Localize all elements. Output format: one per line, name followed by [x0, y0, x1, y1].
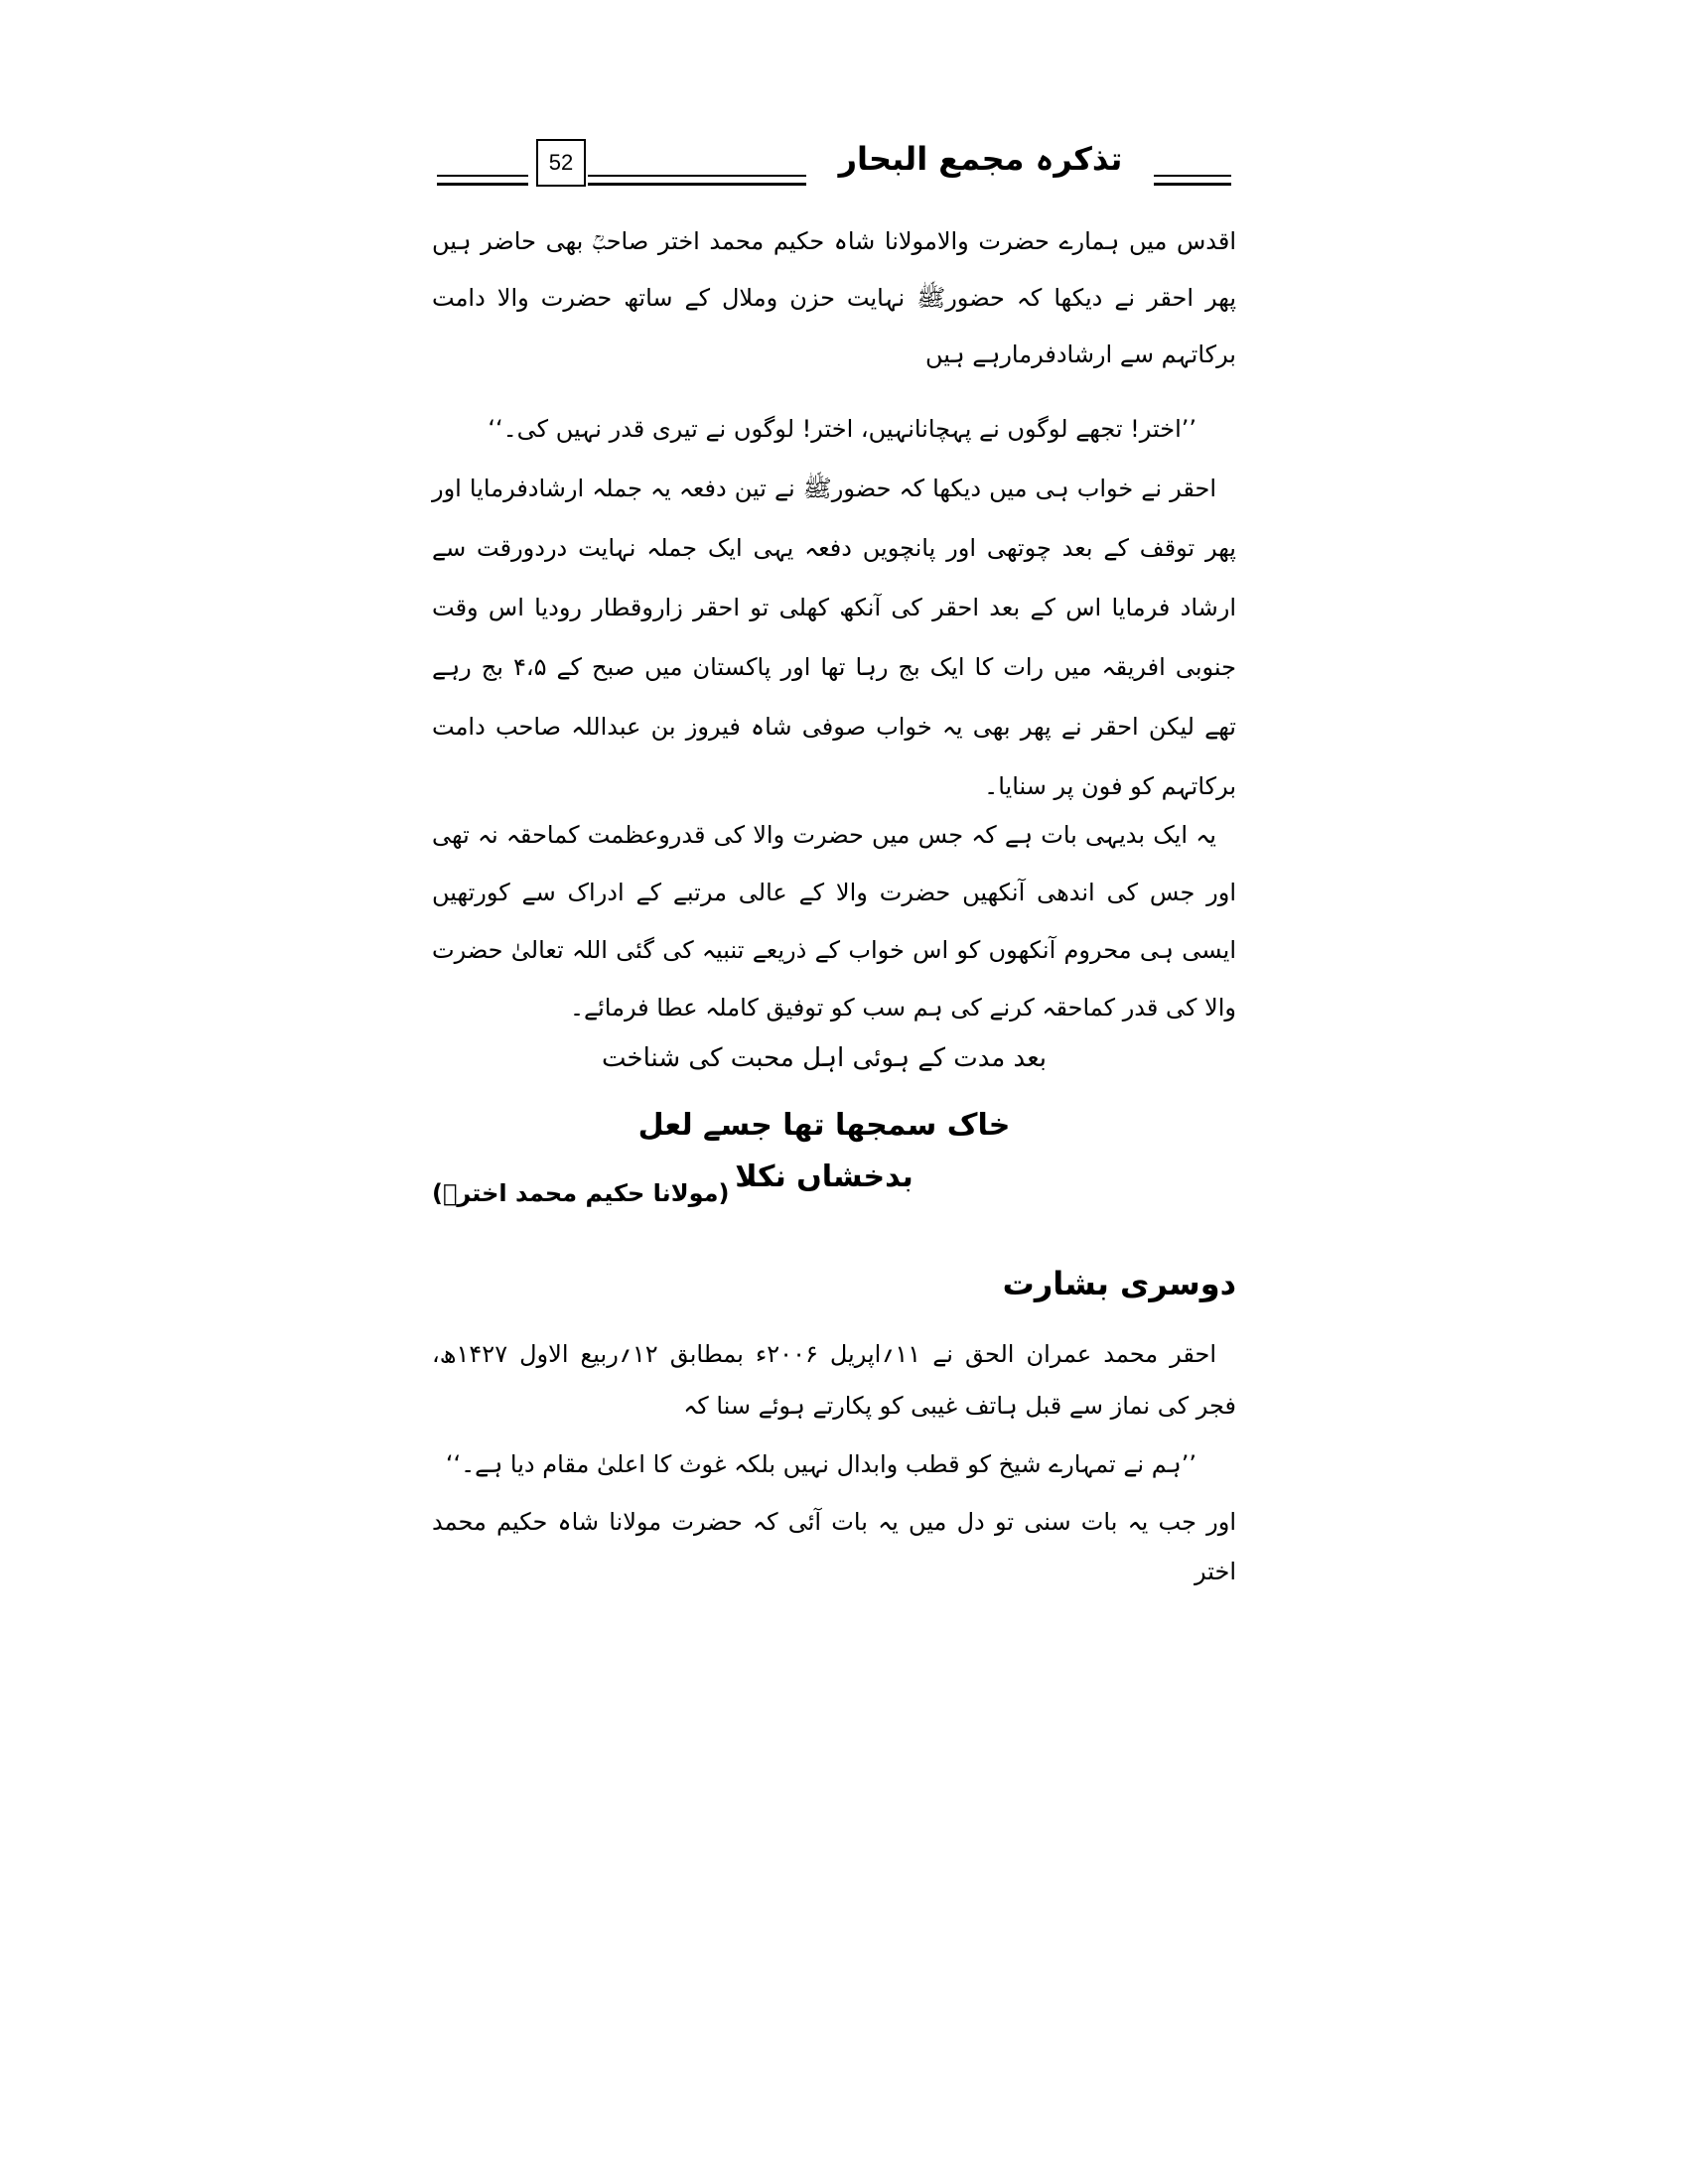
quote-1	[432, 404, 1236, 454]
book-title: تذکرہ مجمع البحار	[838, 140, 1123, 178]
paragraph-4	[432, 1328, 1236, 1432]
paragraph-1-text: اقدس میں ہمارے حضرت والامولانا شاہ حکیم محمد اختر صاحبؒ بھی حاضر ہیں پھر احقر نے دیکھا کہ حضورﷺ نہایت حزن وملال کے ساتھ حضرت والا دامت برکاتہم سے ارشادفرمارہے ہیں	[432, 227, 1236, 368]
paragraph-1	[432, 213, 1236, 383]
paragraph-4-text: احقر محمد عمران الحق نے ۱۱؍اپریل ۲۰۰۶ء بمطابق ۱۲؍ربیع الاول ۱۴۲۷ھ، فجر کی نماز سے قبل ہاتف غیبی کو پکارتے ہوئے سنا کہ	[432, 1340, 1236, 1420]
quote-1-text: ’’اختر! تجھے لوگوں نے پہچانانہیں، اختر! لوگوں نے تیری قدر نہیں کی۔‘‘	[488, 415, 1196, 443]
paragraph-3-text: یہ ایک بدیہی بات ہے کہ جس میں حضرت والا کی قدروعظمت کماحقہ نہ تھی اور جس کی اندھی آنکھیں حضرت والا کے عالی مرتبے کے ادراک سے کورتھیں ایسی ہی محروم آنکھوں کو اس خواب کے ذریعے تنبیہ کی گئی اللہ تعالیٰ حضرت والا کی قدر کماحقہ کرنے کی ہم سب کو توفیق کاملہ عطا فرمائے۔	[432, 821, 1236, 1022]
poet-attribution: (مولانا حکیم محمد اخترؒ)	[432, 1179, 730, 1207]
paragraph-5-text: اور جب یہ بات سنی تو دل میں یہ بات آئی کہ حضرت مولانا شاہ حکیم محمد اختر	[432, 1508, 1236, 1585]
page-header	[437, 139, 1231, 199]
section-heading: دوسری بشارت	[1002, 1265, 1236, 1302]
couplet-line-2: خاک سمجھا تھا جسے لعل بدخشاں نکلا	[637, 1108, 1011, 1194]
quote-2	[432, 1439, 1236, 1489]
paragraph-5	[432, 1497, 1236, 1596]
paragraph-2-text: احقر نے خواب ہی میں دیکھا کہ حضورﷺ نے تین دفعہ یہ جملہ ارشادفرمایا اور پھر توقف کے بعد چوتھی اور پانچویں دفعہ یہی ایک جملہ نہایت دردورقت سے ارشاد فرمایا اس کے بعد احقر کی آنکھ کھلی تو احقر زاروقطار رودیا اس وقت جنوبی افریقہ میں رات کا ایک بج رہا تھا اور پاکستان میں صبح کے ۴،۵ بج رہے تھے لیکن احقر نے پھر بھی یہ خواب صوفی شاہ فیروز بن عبداللہ صاحب دامت برکاتہم کو فون پر سنایا۔	[432, 475, 1236, 800]
paragraph-3	[432, 806, 1236, 1036]
page-number: 52	[536, 139, 586, 187]
couplet-line-1: بعد مدت کے ہوئی اہل محبت کی شناخت	[602, 1043, 1047, 1073]
paragraph-2	[432, 459, 1236, 816]
quote-2-text: ’’ہم نے تمہارے شیخ کو قطب وابدال نہیں بلکہ غوث کا اعلیٰ مقام دیا ہے۔‘‘	[445, 1450, 1196, 1478]
